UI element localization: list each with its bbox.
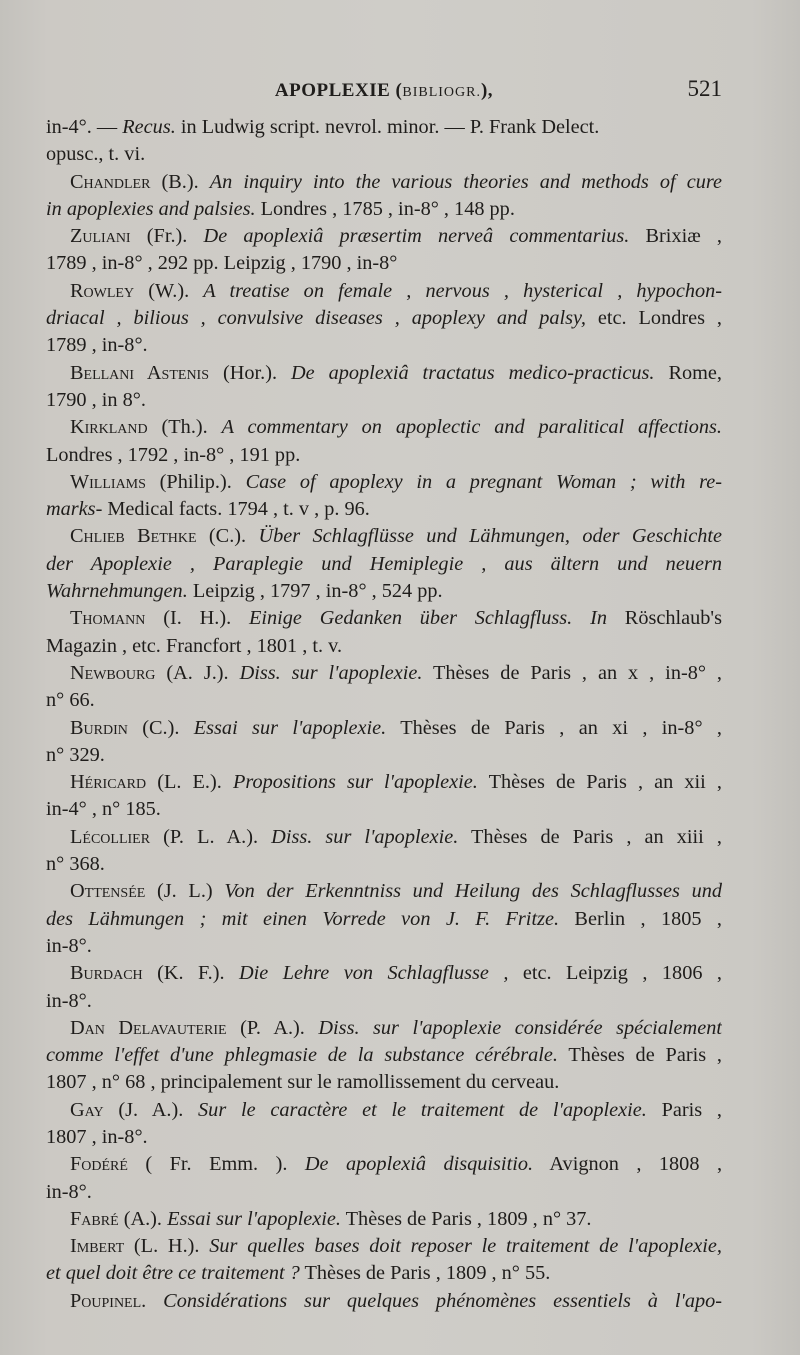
text-segment: (L. H.).: [124, 1235, 210, 1258]
text-line: [46, 796, 722, 823]
running-title-paren-open: (: [390, 80, 403, 101]
work-title: Diss. sur l'apoplexie.: [271, 825, 459, 848]
text-segment: Londres , 1792 , in-8° , 191 pp.: [46, 443, 301, 466]
running-title-paren-close: ),: [480, 80, 494, 101]
text-segment: in-8°.: [46, 1180, 92, 1203]
author-name: Bellani Astenis: [70, 361, 210, 384]
text-line: [46, 878, 722, 905]
author-name: Ottensée: [70, 880, 146, 903]
text-line: [46, 414, 722, 441]
text-segment: 1807 , in-8°.: [46, 1125, 148, 1148]
text-segment: (L. E.).: [146, 771, 233, 794]
text-line: [46, 387, 722, 414]
text-line: [46, 1069, 722, 1096]
author-name: Williams: [70, 470, 146, 493]
text-segment: Thèses de Paris , 1809 , n° 37.: [340, 1207, 592, 1230]
text-segment: n° 368.: [46, 853, 105, 876]
running-title: [46, 80, 722, 102]
text-line: [46, 360, 722, 387]
text-line: [46, 1288, 722, 1315]
text-line: [46, 715, 722, 742]
text-segment: 1789 , in-8° , 292 pp. Leipzig , 1790 , in-8°: [46, 252, 398, 275]
author-name: Fabré: [70, 1207, 119, 1230]
text-segment: Thèses de Paris , an x , in-8° ,: [422, 661, 722, 684]
work-title: comme l'effet d'une phlegmasie de la substance cérébrale.: [46, 1044, 558, 1067]
author-name: Fodéré: [70, 1153, 128, 1176]
text-segment: (A. J.).: [155, 661, 240, 684]
text-segment: (Hor.).: [209, 361, 292, 384]
page-header: [46, 74, 722, 114]
author-name: Newbourg: [70, 661, 156, 684]
author-name: Zuliani: [70, 225, 131, 248]
page-number: 521: [687, 76, 722, 101]
work-title: Propositions sur l'apoplexie.: [232, 771, 478, 794]
text-line: [46, 988, 722, 1015]
text-segment: in-8°.: [46, 989, 92, 1012]
text-line: [46, 1233, 722, 1260]
work-title: In: [590, 607, 607, 630]
text-line: [46, 824, 722, 851]
text-line: [46, 1015, 722, 1042]
author-name: Chlieb Bethke: [70, 525, 197, 548]
text-segment: (I. H.).: [145, 607, 249, 630]
text-segment: 1807 , n° 68 , principalement sur le ramollissement du cerveau.: [46, 1071, 560, 1094]
author-name: Lécollier: [70, 825, 151, 848]
work-title: Recus.: [122, 116, 176, 138]
text-segment: (J. A.).: [103, 1098, 199, 1121]
text-line: [46, 223, 722, 250]
work-title: der Apoplexie , Paraplegie und Hemiplegie , aus ältern und neuern: [46, 552, 722, 575]
text-line: [46, 1206, 722, 1233]
work-title: Von der Erkenntniss und Heilung des Schlagflusses und: [224, 880, 722, 903]
text-line: [46, 605, 722, 632]
text-line: [46, 442, 722, 469]
text-line: [46, 769, 722, 796]
text-line: [46, 687, 722, 714]
text-line: [46, 250, 722, 277]
author-name: Poupinel.: [70, 1289, 147, 1312]
work-title: Sur le caractère et le traitement de l'apoplexie.: [198, 1098, 647, 1121]
text-segment: (J. L.): [145, 880, 225, 903]
author-name: Chandler: [70, 170, 151, 193]
text-line: [46, 196, 722, 223]
text-line: [46, 496, 722, 523]
text-segment: Berlin , 1805 ,: [559, 907, 722, 930]
text-segment: 1789 , in-8°.: [46, 334, 148, 357]
text-line: [46, 1097, 722, 1124]
text-segment: Londres , 1785 , in-8° , 148 pp.: [255, 197, 515, 220]
text-segment: Medical facts. 1794 , t. v , p. 96.: [102, 498, 370, 521]
work-title: Die Lehre von Schlagflusse ,: [239, 962, 509, 985]
text-line: [46, 742, 722, 769]
text-line: [46, 169, 722, 196]
text-segment: n° 329.: [46, 743, 105, 766]
text-line: [46, 906, 722, 933]
author-name: Thomann: [70, 607, 146, 630]
text-segment: etc. Londres ,: [585, 307, 722, 330]
work-title: Essai sur l'apoplexie.: [167, 1207, 341, 1230]
text-segment: 1790 , in 8°.: [46, 388, 146, 411]
text-segment: (A.).: [118, 1207, 168, 1230]
text-segment: (Philip.).: [145, 470, 246, 493]
work-title: De apoplexiâ præsertim nerveâ commentarius.: [203, 225, 630, 248]
text-line: [46, 469, 722, 496]
work-title: A commentary on apoplectic and paralitical affections.: [221, 416, 722, 439]
text-segment: Thèses de Paris , an xi , in-8° ,: [386, 716, 722, 739]
work-title: Einige Gedanken über Schlagfluss.: [248, 607, 573, 630]
text-line: [46, 851, 722, 878]
work-title: De apoplexiâ tractatus medico-practicus.: [291, 361, 655, 384]
running-title-small: BIBLIOGR.: [402, 85, 481, 100]
text-segment: in-4° , n° 185.: [46, 798, 161, 821]
text-line: [46, 523, 722, 550]
text-segment: Magazin , etc. Francfort , 1801 , t. v.: [46, 634, 343, 657]
text-line: [46, 1179, 722, 1206]
text-line: [46, 960, 722, 987]
text-line: [46, 933, 722, 960]
text-segment: in-8°.: [46, 934, 92, 957]
text-segment: (C.).: [127, 716, 194, 739]
text-segment: etc. Leipzig , 1806 ,: [508, 962, 722, 985]
work-title: Considérations sur quelques phénomènes essentiels à l'apo-: [163, 1289, 722, 1312]
author-name: Burdin: [70, 716, 128, 739]
text-segment: (B.).: [150, 170, 210, 193]
text-segment: Thèses de Paris ,: [557, 1044, 722, 1067]
work-title: A treatise on female , nervous , hysterical , hypochon-: [203, 279, 722, 302]
text-line: [46, 1042, 722, 1069]
text-segment: (K. F.).: [142, 962, 240, 985]
text-segment: in Ludwig script. nevrol. minor. — P. Frank Delect.: [175, 116, 600, 138]
work-title: marks-: [46, 498, 103, 521]
work-title: Über Schlagflüsse und Lähmungen, oder Geschichte: [258, 525, 722, 548]
text-segment: opusc., t. vi.: [46, 143, 146, 166]
running-title-main: APOPLEXIE: [274, 80, 391, 101]
text-segment: (Th.).: [147, 416, 222, 439]
author-name: Gay: [70, 1098, 104, 1121]
text-line: [46, 141, 722, 168]
text-line: [46, 633, 722, 660]
text-line: [46, 1151, 722, 1178]
author-name: Imbert: [70, 1235, 125, 1258]
text-line: [46, 660, 722, 687]
work-title: des Lähmungen ; mit einen Vorrede von J. F. Fritze.: [46, 907, 560, 930]
work-title: in apoplexies and palsies.: [46, 197, 256, 220]
text-segment: (P. L. A.).: [150, 825, 272, 848]
text-line: [46, 1260, 722, 1287]
text-segment: (W.).: [134, 279, 204, 302]
author-name: Dan Delavauterie: [70, 1016, 227, 1039]
work-title: An inquiry into the various theories and methods of cure: [209, 170, 722, 193]
author-name: Rowley: [70, 279, 135, 302]
work-title: Diss. sur l'apoplexie considérée spécialement: [318, 1016, 722, 1039]
text-segment: ( Fr. Emm. ).: [127, 1153, 305, 1176]
work-title: et quel doit être ce traitement ?: [46, 1262, 300, 1285]
text-segment: [146, 1290, 163, 1312]
text-line: [46, 305, 722, 332]
text-line: [46, 332, 722, 359]
text-line: [46, 278, 722, 305]
text-segment: Leipzig , 1797 , in-8° , 524 pp.: [187, 580, 443, 603]
work-title: Essai sur l'apoplexie.: [193, 716, 387, 739]
text-line: [46, 114, 722, 141]
work-title: De apoplexiâ disquisitio.: [304, 1153, 534, 1176]
text-segment: (Fr.).: [130, 225, 204, 248]
work-title: Diss. sur l'apoplexie.: [239, 661, 423, 684]
text-segment: Avignon , 1808 ,: [533, 1153, 722, 1176]
work-title: Case of apoplexy in a pregnant Woman ; with re-: [245, 470, 722, 493]
text-segment: n° 66.: [46, 689, 95, 712]
text-line: [46, 551, 722, 578]
author-name: Burdach: [70, 962, 143, 985]
text-segment: Thèses de Paris , an xii ,: [477, 771, 722, 794]
text-line: [46, 578, 722, 605]
text-segment: Thèses de Paris , 1809 , n° 55.: [299, 1262, 551, 1285]
text-segment: Brixiæ ,: [629, 225, 722, 248]
text-segment: Röschlaub's: [606, 607, 722, 630]
text-segment: (C.).: [196, 525, 259, 548]
work-title: Sur quelles bases doit reposer le traitement de l'apoplexie,: [209, 1235, 722, 1258]
text-segment: [572, 607, 590, 629]
bibliography-text: [46, 114, 722, 1315]
text-segment: Rome,: [654, 361, 722, 384]
author-name: Kirkland: [70, 416, 148, 439]
work-title: driacal , bilious , convulsive diseases , apoplexy and palsy,: [46, 307, 586, 330]
text-segment: Paris ,: [646, 1098, 722, 1121]
text-segment: Thèses de Paris , an xiii ,: [458, 825, 722, 848]
work-title: Wahrnehmungen.: [46, 580, 188, 603]
text-line: [46, 1124, 722, 1151]
text-segment: in-4°. —: [46, 116, 123, 138]
author-name: Héricard: [70, 771, 147, 794]
text-segment: (P. A.).: [226, 1016, 319, 1039]
